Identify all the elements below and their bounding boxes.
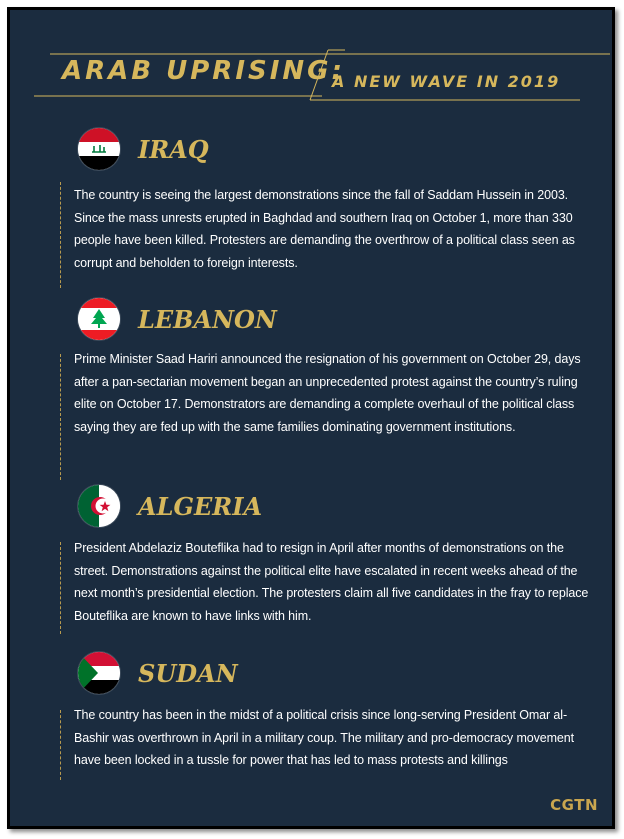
cgtn-logo: CGTN: [550, 796, 598, 814]
section-divider: [60, 354, 61, 480]
section-divider: [60, 710, 61, 780]
page-title: ARAB UPRISING:: [62, 56, 345, 86]
sudan-flag-icon: [78, 652, 120, 694]
country-title-algeria: ALGERIA: [138, 492, 263, 521]
header: [10, 10, 612, 120]
section-divider: [60, 542, 61, 634]
section-text-lebanon: Prime Minister Saad Hariri announced the resignation of his government on October 29, days after a pan-sectarian movement began an unprecedented protest against the country’s ruling elite on October 17. Demonstrators are demanding a complete overhaul of the political class saying they are fed up with the same families dominating government institutions.: [74, 352, 581, 434]
iraq-flag-icon: [78, 128, 120, 170]
lebanon-flag-icon: [78, 298, 120, 340]
section-divider: [60, 182, 61, 288]
country-title-iraq: IRAQ: [138, 135, 209, 164]
country-title-sudan: SUDAN: [138, 659, 238, 688]
country-title-lebanon: LEBANON: [138, 305, 277, 334]
section-text-sudan: The country has been in the midst of a political crisis since long-serving President Omar al-Bashir was overthrown in April in a military coup. The military and pro-democracy movement have been locked in a tussle for power that has led to mass protests and killings: [74, 708, 574, 767]
section-text-algeria: President Abdelaziz Bouteflika had to resign in April after months of demonstrations on the street. Demonstrations against the political elite have escalated in recent weeks ahead of the next month’s presidential election. The protesters claim all five candidates in the fray to replace Bouteflika are known to have links with him.: [74, 541, 589, 623]
page-subtitle: A NEW WAVE IN 2019: [332, 72, 561, 91]
infographic-panel: [7, 7, 615, 829]
section-text-iraq: The country is seeing the largest demonstrations since the fall of Saddam Hussein in 2003. Since the mass unrests erupted in Baghdad and southern Iraq on October 1, more than 330 people have been killed. Protesters are demanding the overthrow of a political class seen as corrupt and beholden to foreign interests.: [74, 188, 575, 270]
algeria-flag-icon: [78, 485, 120, 527]
